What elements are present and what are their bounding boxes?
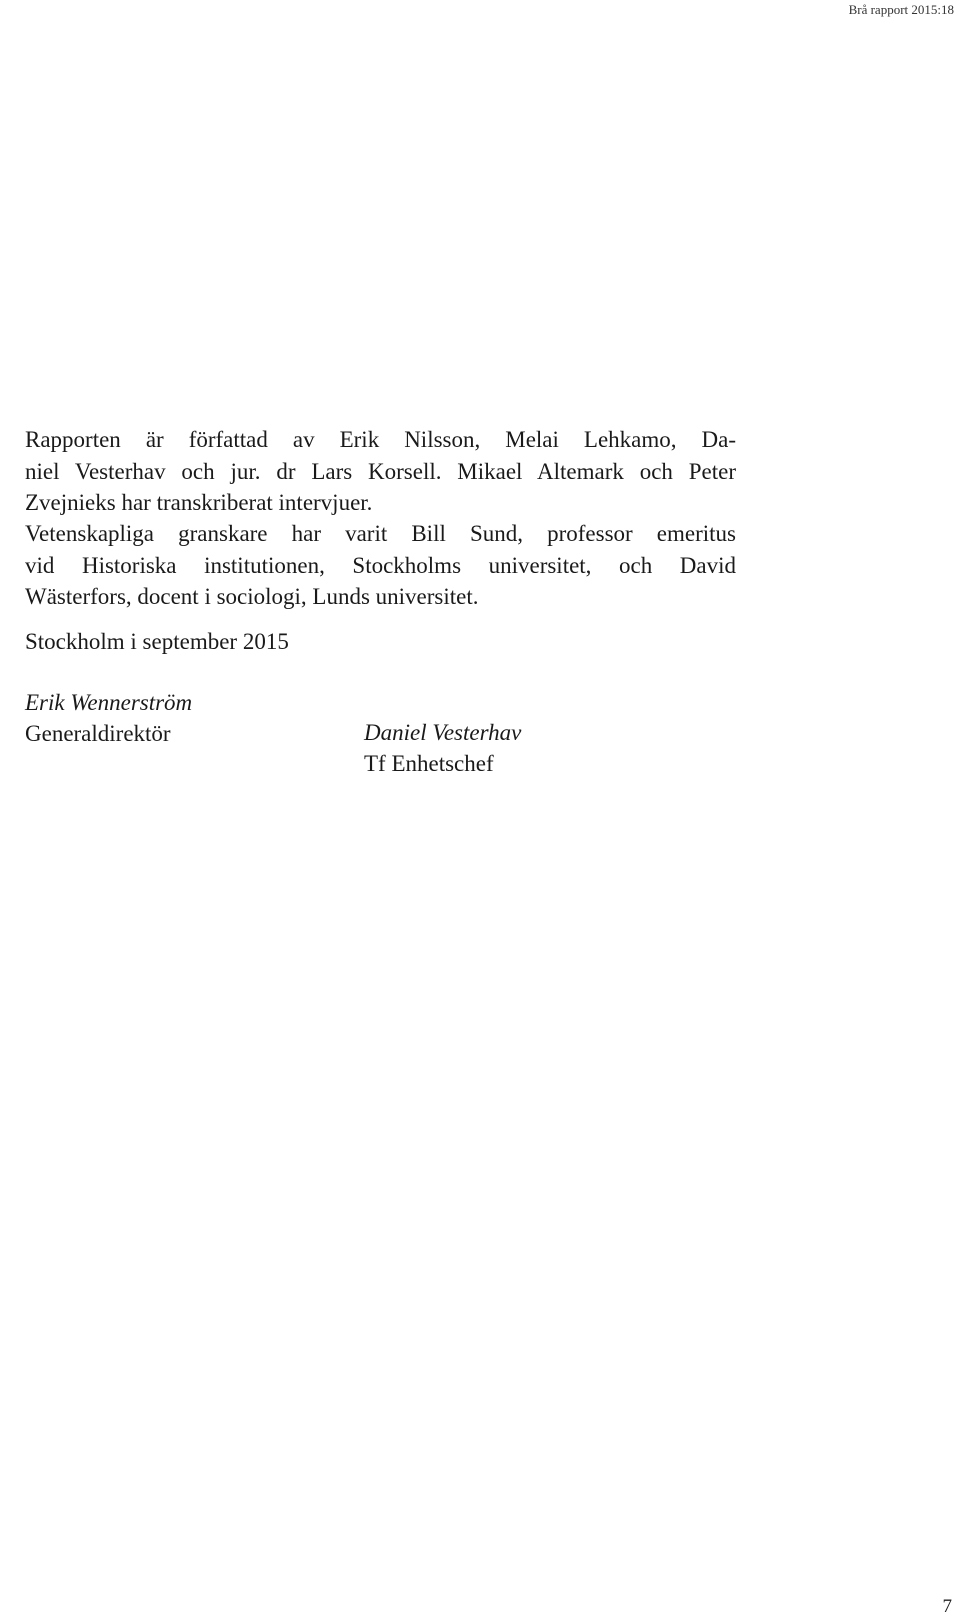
- signature-director-general: [25, 687, 192, 749]
- authors-paragraph-line: Rapporten är författad av Erik Nilsson, Melai Lehkamo, Da-: [25, 427, 736, 452]
- authors-paragraph-line: Zvejnieks har transkriberat intervjuer.: [25, 490, 373, 515]
- page-number: 7: [942, 1596, 952, 1617]
- signature-unit-head: [364, 717, 521, 779]
- signatory-name: Daniel Vesterhav: [364, 720, 522, 745]
- reviewers-paragraph: [6, 518, 736, 613]
- reviewers-paragraph-line: vid Historiska institutionen, Stockholms universitet, och David: [25, 552, 736, 578]
- signatory-title: Tf Enhetschef: [364, 751, 494, 776]
- reviewers-paragraph-line: Vetenskapliga granskare har varit Bill Sund, professor emeritus: [25, 521, 736, 546]
- reviewers-paragraph-line: Wästerfors, docent i sociologi, Lunds universitet.: [25, 584, 479, 609]
- place-and-date: Stockholm i september 2015: [25, 629, 289, 654]
- signatory-name: Erik Wennerström: [25, 690, 193, 715]
- signatory-title: Generaldirektör: [25, 721, 171, 746]
- authors-paragraph: [6, 424, 736, 519]
- authors-paragraph-line: niel Vesterhav och jur. dr Lars Korsell. Mikael Altemark och Peter: [25, 458, 736, 484]
- running-header: Brå rapport 2015:18: [848, 2, 954, 17]
